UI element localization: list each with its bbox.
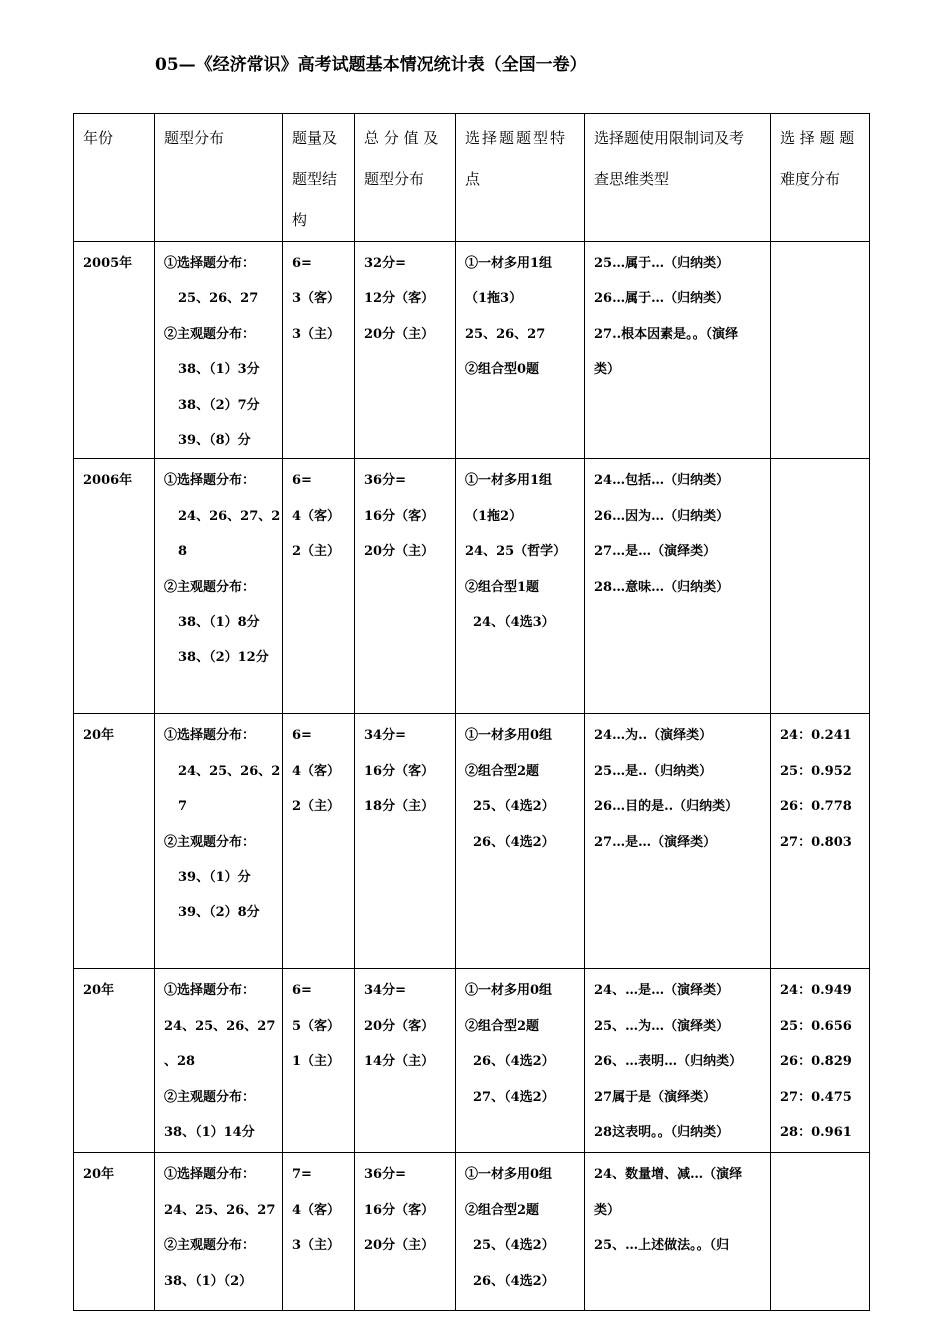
score-line: 14分（主） <box>364 1054 435 1070</box>
features-line: （1拖2） <box>465 508 523 524</box>
distribution-line: ①选择题分布： <box>164 728 256 744</box>
limits-line: 27…是…（演绎类） <box>594 834 717 850</box>
count-line: 5（客） <box>292 1018 341 1034</box>
cell-year <box>74 459 155 714</box>
cell-year <box>74 714 155 969</box>
count-line: 4（客） <box>292 763 341 779</box>
cell-features <box>456 969 585 1153</box>
features-line: 25、26、27 <box>465 326 546 342</box>
cell-count <box>283 459 355 714</box>
cell-features <box>456 714 585 969</box>
features-line: ①一材多用1组 <box>465 473 553 489</box>
limits-line: 24…为..（演绎类） <box>594 728 713 744</box>
cell-score <box>355 714 456 969</box>
features-line: ②组合型0题 <box>465 362 540 378</box>
features-line: 24、（4选3） <box>473 614 555 630</box>
cell-difficulty <box>771 714 870 969</box>
header-row <box>74 114 870 242</box>
features-line: ①一材多用1组 <box>465 256 553 271</box>
distribution-line: 38、（1）14分 <box>164 1124 255 1140</box>
score-line: 16分（客） <box>364 763 435 779</box>
limits-line: 26…属于…（归纳类） <box>594 291 730 307</box>
features-line: ①一材多用0组 <box>465 1167 553 1183</box>
cell-count <box>283 969 355 1153</box>
score-line: 34分= <box>364 983 406 999</box>
table-row <box>74 714 870 969</box>
difficulty-line: 26：0.829 <box>780 1054 852 1070</box>
header-limits: 选择题使用限制词及考 查思维类型 <box>585 114 771 242</box>
cell-features <box>456 1153 585 1311</box>
difficulty-line: 24：0.241 <box>780 728 852 744</box>
features-line: ②组合型2题 <box>465 1202 540 1218</box>
cell-year <box>74 242 155 459</box>
year-line: 20年 <box>83 983 115 999</box>
cell-count <box>283 1153 355 1311</box>
count-line: 6= <box>292 728 312 744</box>
count-line: 6= <box>292 983 312 999</box>
distribution-line: 24、25、26、2 <box>178 763 281 779</box>
distribution-line: 8 <box>178 544 188 560</box>
cell-year <box>74 1153 155 1311</box>
cell-difficulty <box>771 1153 870 1311</box>
count-line: 3（客） <box>292 291 341 307</box>
cell-difficulty <box>771 242 870 459</box>
statistics-table <box>73 113 870 1311</box>
distribution-line: 24、25、26、27 <box>164 1202 276 1218</box>
features-line: （1拖3） <box>465 291 523 307</box>
features-line: ①一材多用0组 <box>465 983 553 999</box>
score-line: 36分= <box>364 1167 406 1183</box>
score-line: 32分= <box>364 256 406 271</box>
distribution-line: 24、26、27、2 <box>178 508 281 524</box>
limits-line: 25、…上述做法。。（归 <box>594 1238 730 1254</box>
score-line: 16分（客） <box>364 508 435 524</box>
limits-line: 28…意味…（归纳类） <box>594 579 730 595</box>
limits-line: 类） <box>594 1202 621 1218</box>
cell-difficulty <box>771 459 870 714</box>
distribution-line: ②主观题分布： <box>164 1089 256 1105</box>
header-year: 年份 <box>74 114 155 242</box>
distribution-line: 38、（1）8分 <box>178 614 260 630</box>
cell-features <box>456 242 585 459</box>
cell-score <box>355 969 456 1153</box>
limits-line: 26…因为…（归纳类） <box>594 508 730 524</box>
cell-year <box>74 969 155 1153</box>
features-line: 26、（4选2） <box>473 834 555 850</box>
cell-score <box>355 459 456 714</box>
score-line: 36分= <box>364 473 406 489</box>
distribution-line: ②主观题分布： <box>164 326 256 342</box>
count-line: 7= <box>292 1167 312 1183</box>
cell-limits <box>585 714 771 969</box>
score-line: 16分（客） <box>364 1202 435 1218</box>
table-row <box>74 1153 870 1311</box>
distribution-line: 39、（8）分 <box>178 432 251 448</box>
cell-count <box>283 242 355 459</box>
count-line: 4（客） <box>292 508 341 524</box>
distribution-line: 25、26、27 <box>178 291 259 307</box>
header-features: 选择题题型特 点 <box>456 114 585 242</box>
count-line: 2（主） <box>292 799 341 815</box>
cell-difficulty <box>771 969 870 1153</box>
distribution-line: 38、（2）7分 <box>178 397 260 413</box>
difficulty-line: 24：0.949 <box>780 983 852 999</box>
header-difficulty: 选 择 题 题 难度分布 <box>771 114 870 242</box>
limits-line: 24…包括…（归纳类） <box>594 473 730 489</box>
cell-limits <box>585 1153 771 1311</box>
limits-line: 25、…为…（演绎类） <box>594 1018 730 1034</box>
limits-line: 类） <box>594 362 621 378</box>
distribution-line: ②主观题分布： <box>164 834 256 850</box>
header-distribution: 题型分布 <box>155 114 283 242</box>
features-line: ②组合型2题 <box>465 1018 540 1034</box>
year-line: 20年 <box>83 1167 115 1183</box>
cell-distribution <box>155 969 283 1153</box>
distribution-line: ①选择题分布： <box>164 256 256 271</box>
distribution-line: 39、（2）8分 <box>178 905 260 921</box>
distribution-line: ①选择题分布： <box>164 473 256 489</box>
difficulty-line: 25：0.952 <box>780 763 852 779</box>
cell-score <box>355 1153 456 1311</box>
cell-count <box>283 714 355 969</box>
score-line: 34分= <box>364 728 406 744</box>
cell-distribution <box>155 242 283 459</box>
count-line: 3（主） <box>292 326 341 342</box>
limits-line: 26、…表明…（归纳类） <box>594 1054 743 1070</box>
distribution-line: ①选择题分布： <box>164 1167 256 1183</box>
score-line: 12分（客） <box>364 291 435 307</box>
features-line: ②组合型1题 <box>465 579 540 595</box>
cell-distribution <box>155 459 283 714</box>
score-line: 20分（主） <box>364 326 435 342</box>
distribution-line: 39、（1）分 <box>178 869 251 885</box>
cell-limits <box>585 969 771 1153</box>
header-score: 总 分 值 及 题型分布 <box>355 114 456 242</box>
table-row <box>74 242 870 459</box>
features-line: 26、（4选2） <box>473 1054 555 1070</box>
score-line: 20分（主） <box>364 1238 435 1254</box>
difficulty-line: 26：0.778 <box>780 799 852 815</box>
year-line: 2005年 <box>83 256 133 271</box>
table-row <box>74 969 870 1153</box>
distribution-line: 38、（1）（2） <box>164 1273 253 1289</box>
year-line: 2006年 <box>83 473 133 489</box>
limits-line: 27属于是（演绎类） <box>594 1089 717 1105</box>
features-line: 25、（4选2） <box>473 1238 555 1254</box>
header-count: 题量及 题型结 构 <box>283 114 355 242</box>
count-line: 4（客） <box>292 1202 341 1218</box>
cell-distribution <box>155 714 283 969</box>
features-line: 25、（4选2） <box>473 799 555 815</box>
distribution-line: ②主观题分布： <box>164 579 256 595</box>
limits-line: 28这表明。。（归纳类） <box>594 1124 730 1140</box>
limits-line: 24、…是…（演绎类） <box>594 983 730 999</box>
count-line: 1（主） <box>292 1054 341 1070</box>
count-line: 6= <box>292 473 312 489</box>
limits-line: 26…目的是..（归纳类） <box>594 799 739 815</box>
count-line: 3（主） <box>292 1238 341 1254</box>
cell-distribution <box>155 1153 283 1311</box>
distribution-line: 24、25、26、27 <box>164 1018 276 1034</box>
score-line: 20分（客） <box>364 1018 435 1034</box>
document-title: 05—《经济常识》高考试题基本情况统计表（全国一卷） <box>155 55 587 75</box>
difficulty-line: 25：0.656 <box>780 1018 852 1034</box>
year-line: 20年 <box>83 728 115 744</box>
distribution-line: 38、（1）3分 <box>178 362 260 378</box>
limits-line: 24、数量增、减…（演绎 <box>594 1167 743 1183</box>
distribution-line: 7 <box>178 799 188 815</box>
features-line: 26、（4选2） <box>473 1273 555 1289</box>
limits-line: 25…属于…（归纳类） <box>594 256 730 271</box>
cell-features <box>456 459 585 714</box>
table-row <box>74 459 870 714</box>
difficulty-line: 28：0.961 <box>780 1124 852 1140</box>
features-line: ①一材多用0组 <box>465 728 553 744</box>
difficulty-line: 27：0.803 <box>780 834 852 850</box>
score-line: 18分（主） <box>364 799 435 815</box>
features-line: ②组合型2题 <box>465 763 540 779</box>
distribution-line: ②主观题分布： <box>164 1238 256 1254</box>
cell-limits <box>585 459 771 714</box>
cell-limits <box>585 242 771 459</box>
limits-line: 27…是…（演绎类） <box>594 544 717 560</box>
distribution-line: 38、（2）12分 <box>178 650 269 666</box>
count-line: 2（主） <box>292 544 341 560</box>
features-line: 24、25（哲学） <box>465 544 567 560</box>
limits-line: 25…是..（归纳类） <box>594 763 713 779</box>
features-line: 27、（4选2） <box>473 1089 555 1105</box>
count-line: 6= <box>292 256 312 271</box>
distribution-line: ①选择题分布： <box>164 983 256 999</box>
limits-line: 27..根本因素是。。（演绎 <box>594 326 739 342</box>
difficulty-line: 27：0.475 <box>780 1089 852 1105</box>
distribution-line: 、28 <box>164 1054 196 1070</box>
score-line: 20分（主） <box>364 544 435 560</box>
cell-score <box>355 242 456 459</box>
